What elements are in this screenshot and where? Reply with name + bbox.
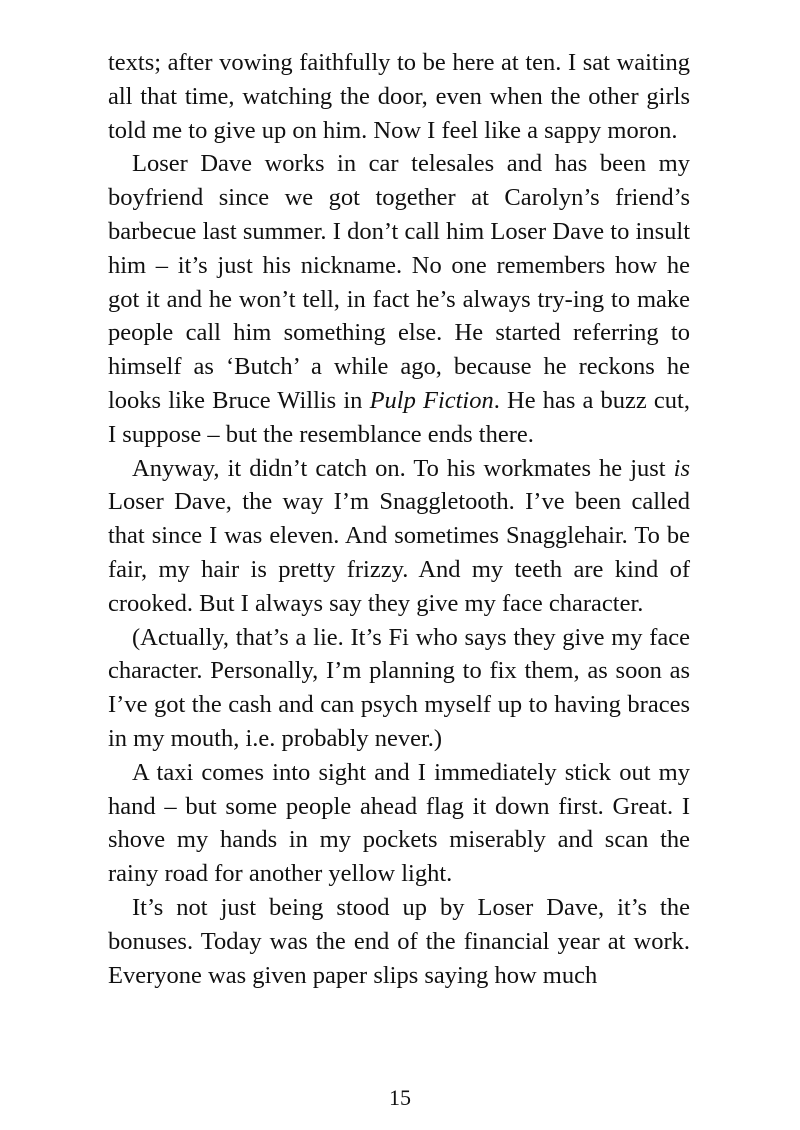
paragraph-4: (Actually, that’s a lie. It’s Fi who says they give my face character. Personally, I’m planning to fix them, as soon as I’ve got the cash and can psych myself up to having braces in my mouth, i.e. probably never.) xyxy=(108,623,690,752)
paragraph-3: Anyway, it didn’t catch on. To his workmates he just is Loser Dave, the way I’m Snaggletooth. I’ve been called that since I was eleven. And sometimes Snagglehair. To be fair, my hair is pretty frizzy. And my teeth are kind of crooked. But I always say they give my face character. xyxy=(108,454,690,617)
paragraph-6: It’s not just being stood up by Loser Dave, it’s the bonuses. Today was the end of the financial year at work. Everyone was given paper slips saying how much xyxy=(108,893,690,989)
body-text xyxy=(108,46,690,992)
page-number: 15 xyxy=(389,1085,411,1110)
paragraph-1: texts; after vowing faithfully to be here at ten. I sat waiting all that time, watching the door, even when the other girls told me to give up on him. Now I feel like a sappy moron. xyxy=(108,49,690,144)
italic-title: Pulp Fiction xyxy=(369,386,494,414)
paragraph-5: A taxi comes into sight and I immediately stick out my hand – but some people ahead flag it down first. Great. I shove my hands in my pockets miserably and scan the rainy road for another yellow light. xyxy=(108,758,690,888)
paragraph-2: Loser Dave works in car telesales and has been my boyfriend since we got together at Carolyn’s friend’s barbecue last summer. I don’t call him Loser Dave to insult him – it’s just his nickname. No one remembers how he got it and he won’t tell, in fact he’s always try-ing to make people call him something else. He started referring to himself as ‘Butch’ a while ago, because he reckons he looks like Bruce Willis in Pulp Fiction. He has a buzz cut, I suppose – but the resemblance ends there. xyxy=(108,150,690,448)
italic-emphasis: is xyxy=(673,454,690,482)
